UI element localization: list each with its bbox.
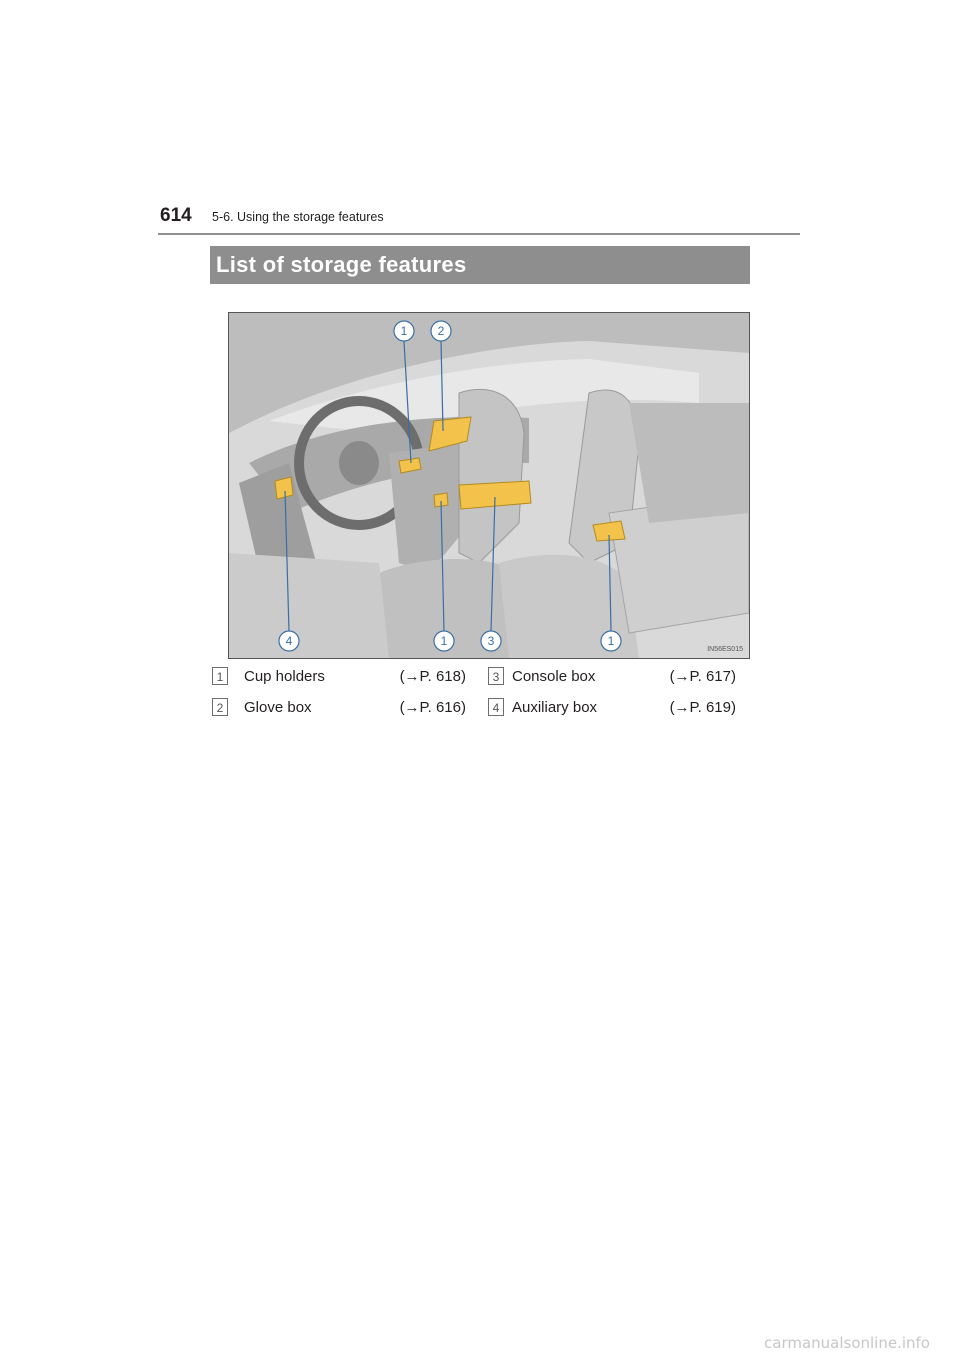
watermark: carmanualsonline.info	[764, 1334, 930, 1352]
legend-glove-box	[212, 698, 466, 720]
callout-top-1: 1	[400, 324, 408, 338]
callout-bottom-3: 3	[487, 634, 495, 648]
page-reference-link[interactable]: (→P. 618)	[399, 668, 466, 685]
legend-console-box	[488, 667, 736, 689]
callout-bottom-4: 1	[607, 634, 615, 648]
legend-number: 4	[488, 698, 504, 716]
callout-bottom-2: 1	[440, 634, 448, 648]
page-header	[160, 205, 800, 235]
legend-number: 3	[488, 667, 504, 685]
callout-bottom-1: 4	[285, 634, 293, 648]
auxiliary-box-highlight	[275, 477, 293, 499]
header-divider	[158, 233, 800, 235]
legend-label: Auxiliary box	[512, 699, 598, 716]
legend-label: Glove box	[244, 699, 312, 716]
section-title: 5-6. Using the storage features	[212, 210, 384, 224]
page-reference-link[interactable]: (→P. 617)	[669, 668, 736, 685]
page-reference-link[interactable]: (→P. 619)	[669, 699, 736, 716]
legend-number: 1	[212, 667, 228, 685]
page-reference-link[interactable]: (→P. 616)	[399, 699, 466, 716]
legend-auxiliary-box	[488, 698, 736, 720]
page-title: List of storage features	[210, 246, 750, 284]
figure-code: IN56ES015	[707, 646, 743, 653]
legend-number: 2	[212, 698, 228, 716]
car-interior-illustration	[228, 312, 750, 659]
page-number: 614	[160, 205, 192, 226]
legend-label: Console box	[512, 668, 596, 685]
legend-cup-holders	[212, 667, 466, 689]
legend-label: Cup holders	[244, 668, 325, 685]
callout-top-2: 2	[437, 324, 445, 338]
interior-drawing	[229, 313, 749, 658]
